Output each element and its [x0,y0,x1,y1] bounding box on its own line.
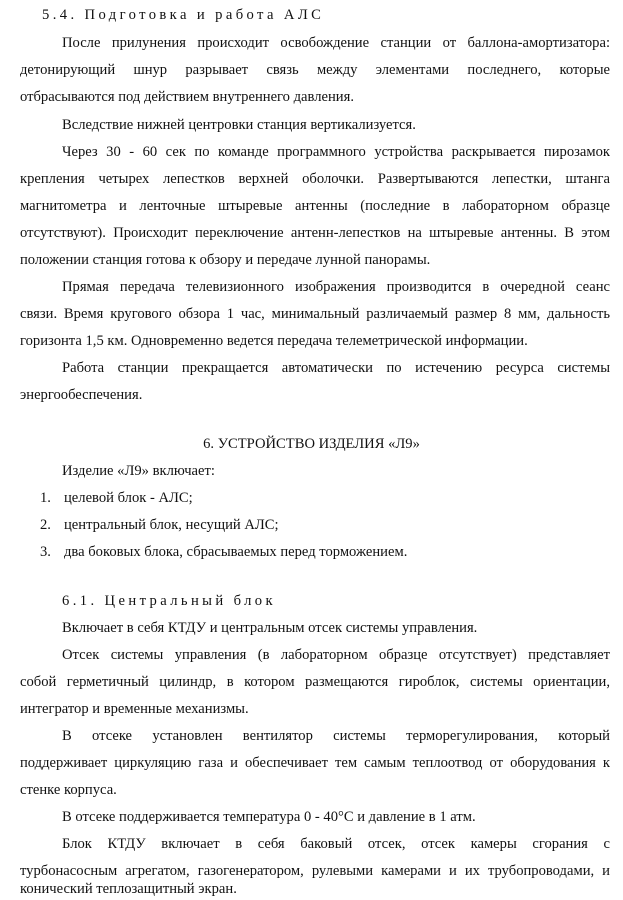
paragraph-line: Через 30 - 60 сек по команде программного устройства раскрывается пирозамок [62,144,610,160]
list-item-number: 2. [40,517,51,533]
paragraph-line: положении станция готова к обзору и передаче лунной панорамы. [20,252,431,268]
paragraph-line: Включает в себя КТДУ и центральным отсек системы управления. [62,620,478,636]
section-6-1-heading: 6.1. Центральный блок [62,593,276,609]
list-item-text: целевой блок - АЛС; [64,490,193,506]
paragraph-line: Вследствие нижней центровки станция вертикализуется. [62,117,416,133]
list-item [40,516,279,534]
paragraph-line: поддерживает циркуляцию газа и обеспечивает тем самым теплоотвод от оборудования к [20,755,610,771]
list-item [40,489,193,507]
list-item [40,543,407,561]
paragraph-line: энергообеспечения. [20,387,143,403]
paragraph-line: отсутствуют). Происходит переключение антенн-лепестков на штыревые антенны. В этом [20,225,610,241]
paragraph-line: Блок КТДУ включает в себя баковый отсек, отсек камеры сгорания с [62,836,610,852]
paragraph-line: Работа станции прекращается автоматически по истечению ресурса системы [62,360,610,376]
paragraph-line: конический теплозащитный экран. [20,881,237,897]
paragraph-line: горизонта 1,5 км. Одновременно ведется передача телеметрической информации. [20,333,528,349]
paragraph-line: турбонасосным агрегатом, газогенератором, рулевыми камерами и их трубопроводами, и [20,863,610,879]
paragraph-line: связи. Время кругового обзора 1 час, минимальный различаемый размер 8 мм, дальность [20,306,610,322]
paragraph-line: В отсеке установлен вентилятор системы терморегулирования, который [62,728,610,744]
section-5-4-heading: 5.4. Подготовка и работа АЛС [42,7,325,23]
paragraph-line: детонирующий шнур разрывает связь между элементами последнего, которые [20,62,610,78]
list-item-number: 3. [40,544,51,560]
paragraph-line: крепления четырех лепестков верхней оболочки. Развертываются лепестки, штанга [20,171,610,187]
list-intro: Изделие «Л9» включает: [62,463,215,479]
paragraph-line: магнитометра и ленточные штыревые антенны (последние в лабораторном образце [20,198,610,214]
paragraph-line: После прилунения происходит освобождение станции от баллона-амортизатора: [62,35,610,51]
section-6-heading: 6. УСТРОЙСТВО ИЗДЕЛИЯ «Л9» [203,436,420,452]
list-item-number: 1. [40,490,51,506]
paragraph-line: стенке корпуса. [20,782,117,798]
paragraph-line: собой герметичный цилиндр, в котором размещаются гироблок, системы ориентации, [20,674,610,690]
list-item-text: центральный блок, несущий АЛС; [64,517,279,533]
paragraph-line: отбрасываются под действием внутреннего давления. [20,89,354,105]
paragraph-line: Прямая передача телевизионного изображения производится в очередной сеанс [62,279,610,295]
paragraph-line: Отсек системы управления (в лабораторном образце отсутствует) представляет [62,647,610,663]
paragraph-line: интегратор и временные механизмы. [20,701,249,717]
list-item-text: два боковых блока, сбрасываемых перед торможением. [64,544,408,560]
paragraph-line: В отсеке поддерживается температура 0 - 40°С и давление в 1 атм. [62,809,476,825]
